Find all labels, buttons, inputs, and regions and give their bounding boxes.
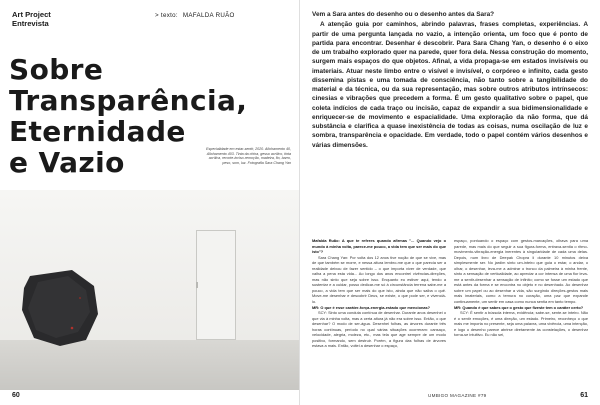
photo-caption: Especialidade em estar-sentir, 2020. Allohamento 40, Allohamento 403. Tinta da china, gesso acrílico, tinta acrílica, recorte-inciso-remoção, madeira, fio, barro, peso, som, luz. Fotografia Sara Chang Yan bbox=[206, 147, 291, 165]
interview-answer: SCY: É sentir a bússola interna, evidência; sabe-se, sente-se inteiro. Não é o sentir emoções, é uma direção, um estado. Primeiro, reconheço o que mais me importa no presente, seja uma palavra, uma vivência, uma intenção, e logo o desenho parece abrirse diretamente às constelações, o desenhar torna-se intuitivo. Eu não sei, bbox=[454, 310, 588, 338]
title-line: Eternidade bbox=[9, 115, 186, 148]
interview-question: MR: O que é esse caráter-força-energia-estado que mencionas? bbox=[312, 304, 431, 310]
interview-question: MR: Quando é que sabes que o gesto que fizeste tem o caráter certo? bbox=[454, 304, 584, 310]
interview-column-2 bbox=[454, 238, 588, 349]
title-line: e Vazio bbox=[9, 146, 125, 179]
page-number-right: 61 bbox=[580, 392, 588, 399]
black-sculpture-image bbox=[20, 268, 100, 348]
byline-author: MAFALDA RUÃO bbox=[182, 12, 235, 19]
byline bbox=[155, 12, 235, 19]
interview-column-1 bbox=[312, 238, 446, 349]
section-kicker bbox=[12, 10, 51, 28]
gallery-photo bbox=[0, 190, 300, 390]
interview-question: Mafalda Ruão: A que te referes quando afirmas "... Quando vejo o mundo à minha volta, parece-me pouco, a vida tem que ser mais do que isto"? bbox=[312, 238, 446, 255]
section-label: Art Project bbox=[12, 10, 51, 19]
interview-answer: SCY: Sinto uma conduta contínua de desenhar. Durante anos desenhei o que via à minha volta, mas a certa altura já não era sobre isso. Então, o que desenhar? O modo de ser-água. Desenhei folhas, as árvores durante três horas contínuas, período no qual várias situações ocorreram: cansaço, velocidade, alegria, moleza, etc., mas tela que age sempre de um modo positivo, formando, sem destruir. Porém, a figura das folhas de árvores estava a mais. Então, voltei a desenhar o espaço, bbox=[312, 310, 446, 349]
right-page bbox=[300, 0, 600, 405]
lead-question: Vem a Sara antes do desenho ou o desenho antes da Sara? bbox=[312, 11, 495, 18]
page-number-left: 60 bbox=[12, 392, 20, 399]
interview-answer: espaço, pontuando o espaço com gestos-marcações, olhava para uma parede, mas mais do que seguir a sua figura-forma, entrava-sentia o ritmo-movimento-vibração-energia inerentes à singularidade de cada uma delas. Depois, num livro de Deepak Chopra li durante 10 minutos deixa simplesmente ser. No jardim sinto um-inteiro que guia o estar, o andar, o olhar, o desenhar, leva-me a admirar o tronco da palmeira à minha frente, sinto a sensação de verticalidade, ao apreciar a cor intensa de uma flor leva-me a sentir-desenhar a sensação de infinito; como se fosse um estado que está antes da forma e se encontra no objeto e no desenhado. Ao desenhar sobre um papel ou ao desenhar a vida, são surgindo direções-gestos mais mais imateriais, como a ternura no coração, uma paz que expande continuamente, um sentir em casa como nunca sentia em tanto tempo. bbox=[454, 238, 588, 305]
door-handle bbox=[196, 282, 198, 288]
interview-answer: Sara Chang Yan: Por volta dos 12 anos tive noção de que se vive, mas de que também se morre, e nessa altura lembro-me que o que parecia ser a realidade deixou de fazer sentido – o que importa viver de verdade, que valha a pena esta vida... Ao longo dos anos encontrei vivências-direções, mas não sinto que seja sobre isso. Enquanto eu estiver aqui, tendo a sustentar e a cuidar, posso dedicar-me só à circunstância terrena sabe-me a pouco, a vida tem que ser mais do que isto, ainda que não saiba o quê. Move-me desenhar e descobrir Deus, se existe, o que pode ser, e vivenciá-lo. bbox=[312, 254, 446, 305]
subsection-label: Entrevista bbox=[12, 19, 49, 28]
title-line: Sobre bbox=[9, 53, 104, 86]
interview-columns bbox=[312, 238, 588, 349]
byline-prefix: > texto: bbox=[155, 12, 178, 19]
white-door bbox=[196, 230, 236, 340]
lead-paragraph: A atenção guia por caminhos, abrindo palavras, frases completas, experiências. A partir de uma pergunta lançada no vazio, a intenção orienta, um foco que é ponto de partida para encontrar. Desenhar é descobrir. Para Sara Chang Yan, o desenho é o eixo de um trabalho explorado quer na parede, quer fora dela. Nessa construção do momento, surgem mais espaços do que objetos. Afinal, a vida propaga-se em estados invisíveis ou imateriais. Atuar neste limbo entre o visível e invisível, o corpóreo e infinito, cada gesto dissemina pistas e uma tomada de consciência, não tanto sobre a tangibilidade do material e da técnica, ou da sua representação, mas sobre outros atributos intrínsecos: cinesias e vibrações que precedem a forma. É um gesto qualitativo sobre o papel, que coleta indícios de cada traço ou incisão, capaz de expandir a sua bidimensionalidade e enriquecer-se de movimento e espacialidade. Uma exploração da não forma, que dá substância e clarifica a quase inexistência de todas as coisas, numa oscilação de luz e sombra, transparência e opacidade. Em verdade, todo o papel contém vários desenhos e várias dimensões. bbox=[312, 21, 588, 149]
title-line: Transparência, bbox=[9, 84, 248, 117]
magazine-footer: UMBIGO MAGAZINE #79 bbox=[428, 393, 487, 398]
lead-text bbox=[312, 10, 588, 150]
